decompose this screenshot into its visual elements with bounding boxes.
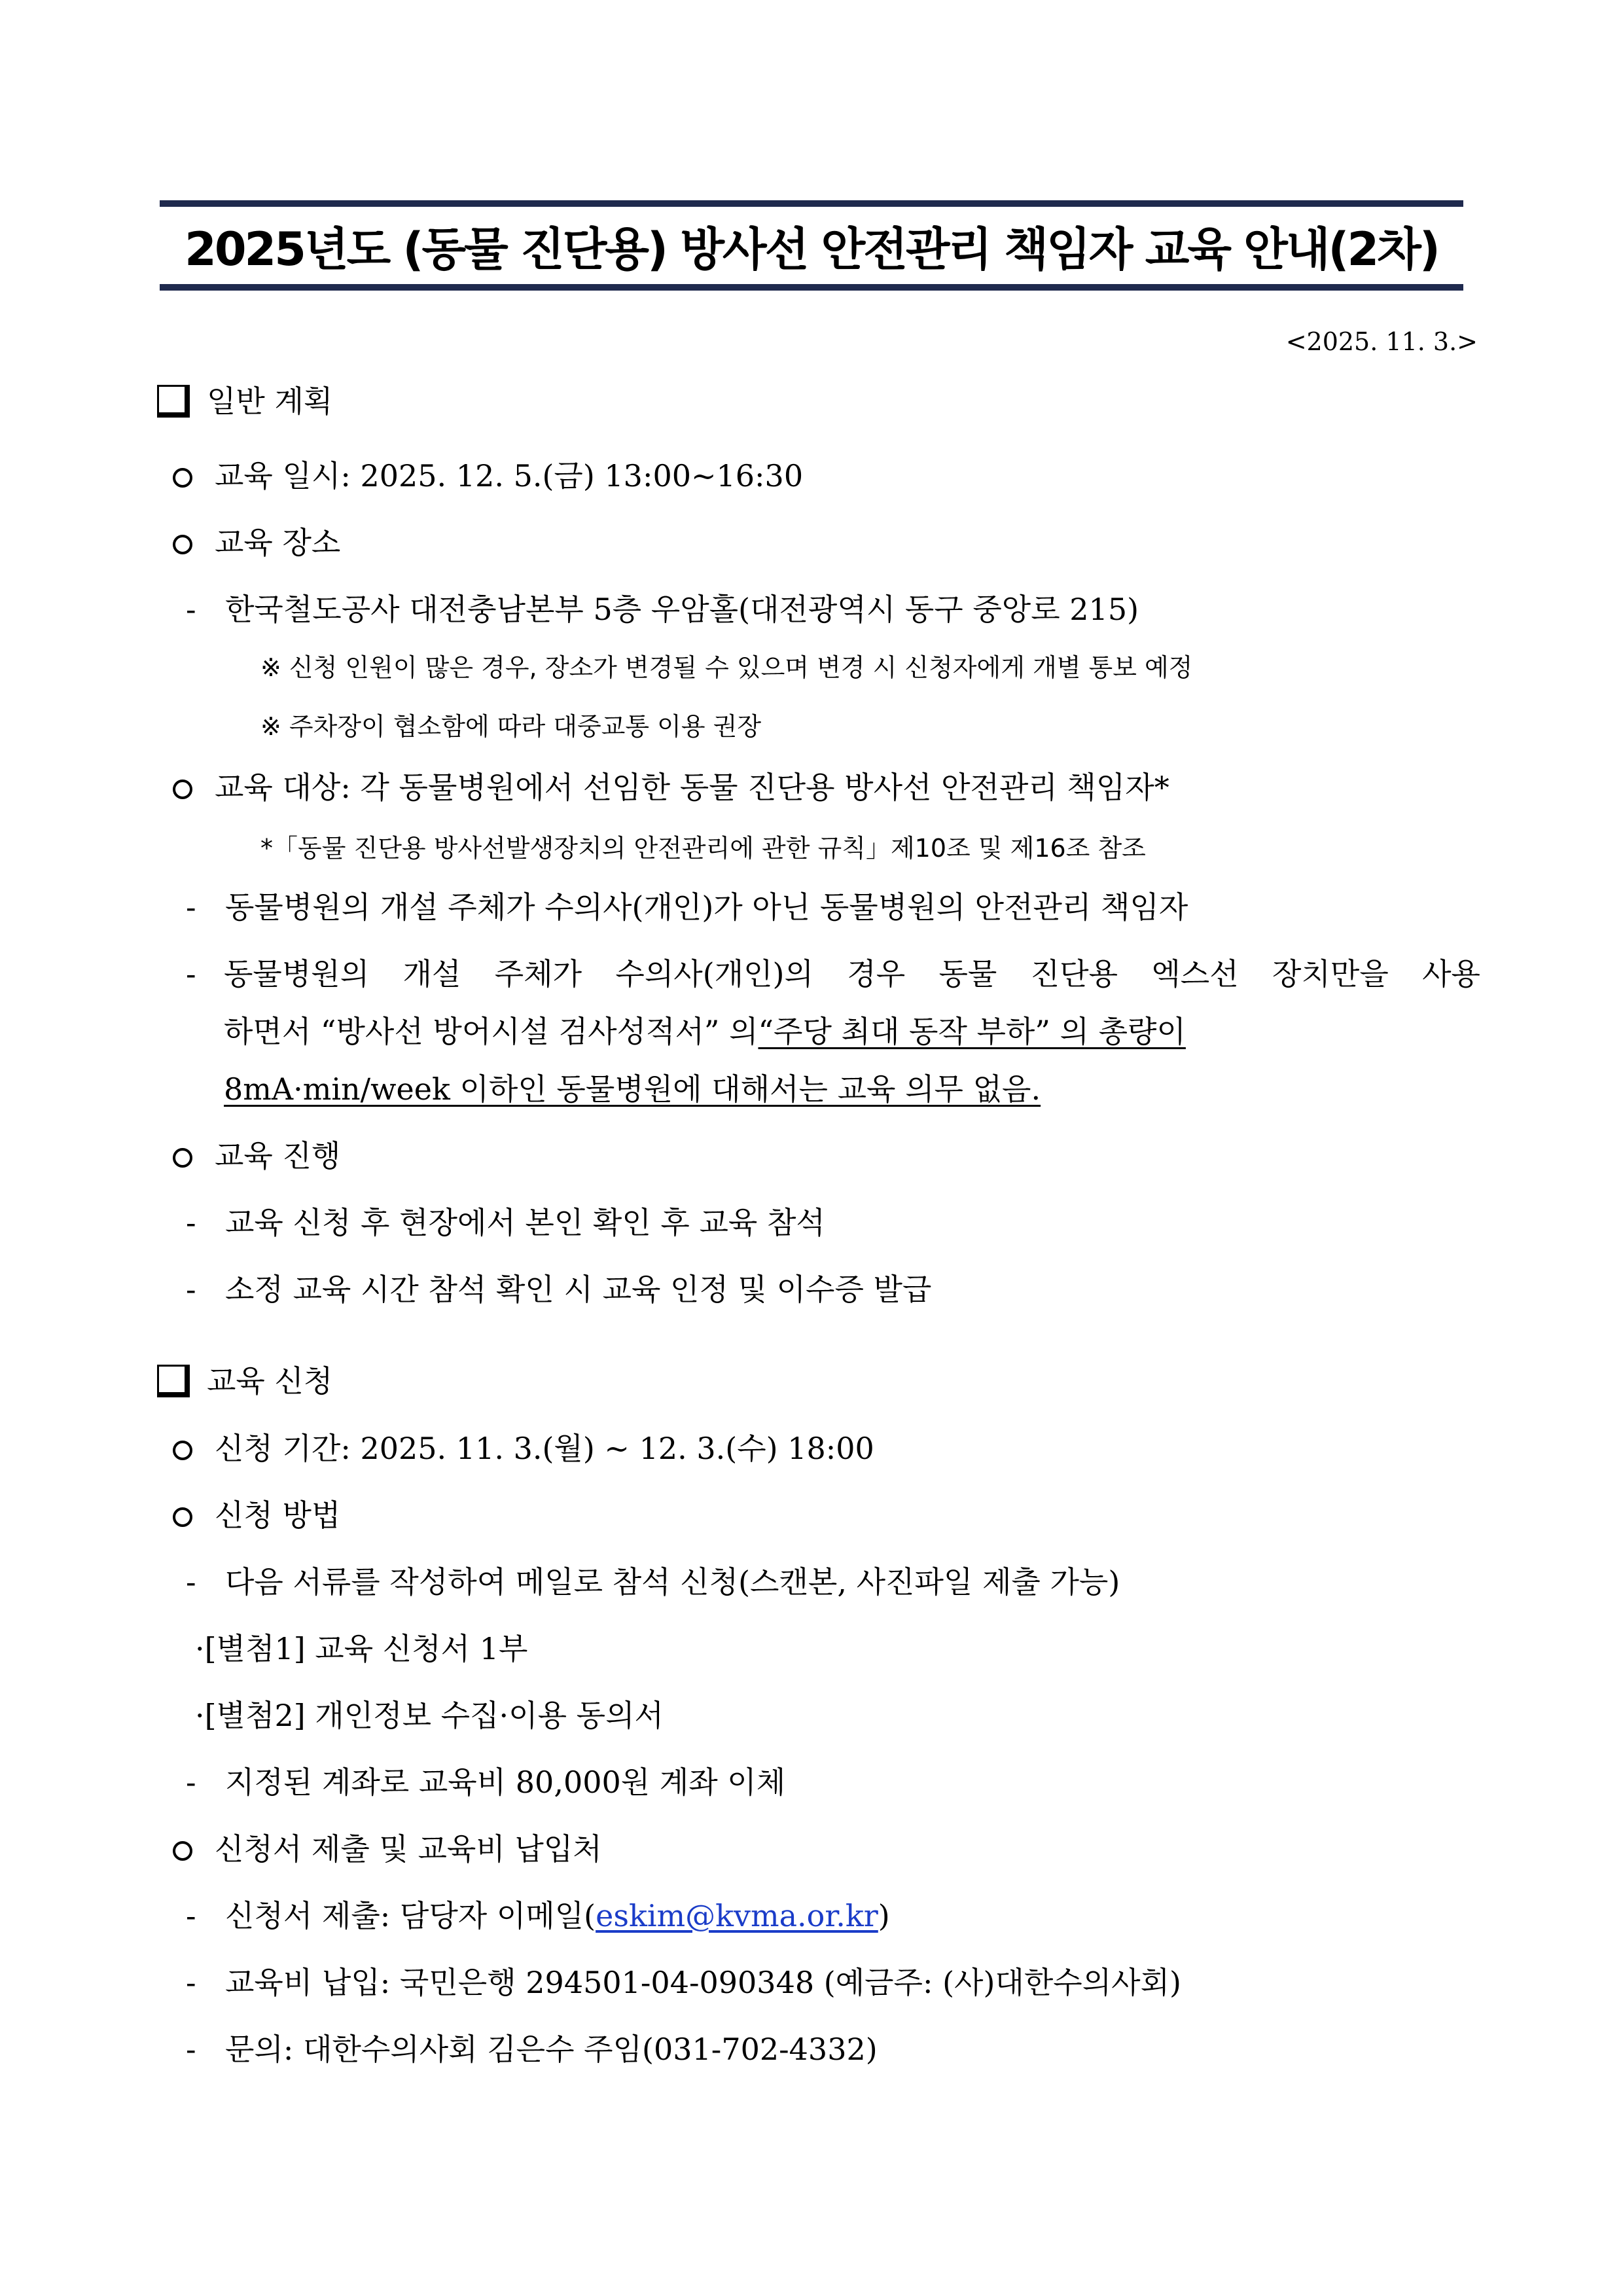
section-heading-general [157,382,332,421]
circle-bullet-icon [173,1441,192,1460]
edu-place-text: 교육 장소 [215,525,341,560]
place-note-1: ※ 신청 인원이 많은 경우, 장소가 변경될 수 있으며 변경 시 신청자에게 개별 통보 예정 [260,653,1193,682]
submit-subitem: - 신청서 제출: 담당자 이메일(eskim@kvma.or.kr) [186,1898,890,1933]
place-detail-text: 한국철도공사 대전충남본부 5층 우암홀(대전광역시 동구 중앙로 215) [225,592,1139,627]
circle-bullet-icon [173,468,192,488]
email-link[interactable]: eskim@kvma.or.kr [596,1898,878,1933]
method-subitem-1-text: 다음 서류를 작성하여 메일로 참석 신청(스캔본, 사진파일 제출 가능) [225,1564,1120,1600]
attachment-2: ·[별첨2] 개인정보 수집·이용 동의서 [195,1698,664,1733]
submit-suffix: ) [878,1898,890,1933]
submit-prefix: 신청서 제출: 담당자 이메일( [225,1898,596,1933]
method-subitem-2-text: 지정된 계좌로 교육비 80,000원 계좌 이체 [225,1765,786,1800]
method-item [173,1496,340,1535]
place-note-2: ※ 주차장이 협소함에 따라 대중교통 이용 권장 [260,712,762,741]
payment-text: 교육비 납입: 국민은행 294501-04-090348 (예금주: (사)대한수의사회) [225,1965,1181,2000]
circle-bullet-icon [173,1148,192,1168]
period-text: 신청 기간: 2025. 11. 3.(월) ~ 12. 3.(수) 18:00 [215,1431,874,1466]
target-subitem-1: - 동물병원의 개설 주체가 수의사(개인)가 아닌 동물병원의 안전관리 책임자 [186,889,1188,925]
section-heading-text: 일반 계획 [207,384,333,419]
submit-text: 신청서 제출 및 교육비 납입처 [215,1831,602,1867]
edu-date-text: 교육 일시: 2025. 12. 5.(금) 13:00~16:30 [215,458,804,493]
target-subitem-2-exemption: 8mA·min/week 이하인 동물병원에 대해서는 교육 의무 없음. [224,1071,1041,1107]
progress-subitem-2-text: 소정 교육 시간 참석 확인 시 교육 인정 및 이수증 발급 [225,1272,932,1307]
target-subitem-2-plain: 하면서 “방사선 방어시설 검사성적서” 의 [224,1014,758,1049]
contact-text: 문의: 대한수의사회 김은수 주임(031-702-4332) [225,2032,878,2067]
target-note: *「동물 진단용 방사선발생장치의 안전관리에 관한 규칙」제10조 및 제16조 참조 [260,834,1146,863]
square-bullet-icon [157,1365,190,1397]
submit-item [173,1829,602,1869]
progress-subitem-1-text: 교육 신청 후 현장에서 본인 확인 후 교육 참석 [225,1205,825,1240]
edu-date-item [173,456,803,495]
title-bottom-rule [160,284,1463,291]
circle-bullet-icon [173,780,192,799]
method-subitem-1: - 다음 서류를 작성하여 메일로 참석 신청(스캔본, 사진파일 제출 가능) [186,1564,1120,1600]
circle-bullet-icon [173,535,192,554]
method-subitem-2: - 지정된 계좌로 교육비 80,000원 계좌 이체 [186,1765,786,1800]
target-subitem-2-line-a: 동물병원의 개설 주체가 수의사(개인)의 경우 동물 진단용 엑스선 장치만을 사용 [224,956,1480,992]
target-text: 교육 대상: 각 동물병원에서 선임한 동물 진단용 방사선 안전관리 책임자* [215,770,1169,805]
section-heading-application [157,1361,332,1401]
progress-item [173,1136,340,1175]
method-text: 신청 방법 [215,1498,341,1533]
place-detail-item: - 한국철도공사 대전충남본부 5층 우암홀(대전광역시 동구 중앙로 215) [186,592,1139,627]
target-subitem-2-dash: - [186,956,196,992]
title-top-rule [160,200,1463,207]
edu-place-item [173,523,340,562]
attachment-1: ·[별첨1] 교육 신청서 1부 [195,1631,528,1666]
contact-subitem: - 문의: 대한수의사회 김은수 주임(031-702-4332) [186,2032,878,2067]
document-date: <2025. 11. 3.> [1285,327,1478,356]
period-item [173,1429,874,1468]
progress-subitem-2: - 소정 교육 시간 참석 확인 시 교육 인정 및 이수증 발급 [186,1272,932,1307]
progress-subitem-1: - 교육 신청 후 현장에서 본인 확인 후 교육 참석 [186,1205,825,1240]
section-heading-text: 교육 신청 [207,1363,333,1399]
payment-subitem: - 교육비 납입: 국민은행 294501-04-090348 (예금주: (사)대한수의사회) [186,1965,1181,2000]
circle-bullet-icon [173,1841,192,1861]
progress-text: 교육 진행 [215,1138,341,1174]
circle-bullet-icon [173,1507,192,1527]
target-subitem-2-line-b [224,1003,1480,1060]
square-bullet-icon [157,385,190,418]
target-subitem-2-underlined: “주당 최대 동작 부하” 의 총량이 [758,1014,1186,1049]
page-title: 2025년도 (동물 진단용) 방사선 안전관리 책임자 교육 안내(2차) [185,222,1438,276]
target-subitem-2-line-c [224,1069,1041,1109]
target-subitem-1-text: 동물병원의 개설 주체가 수의사(개인)가 아닌 동물병원의 안전관리 책임자 [225,889,1188,925]
target-item [173,768,1169,807]
